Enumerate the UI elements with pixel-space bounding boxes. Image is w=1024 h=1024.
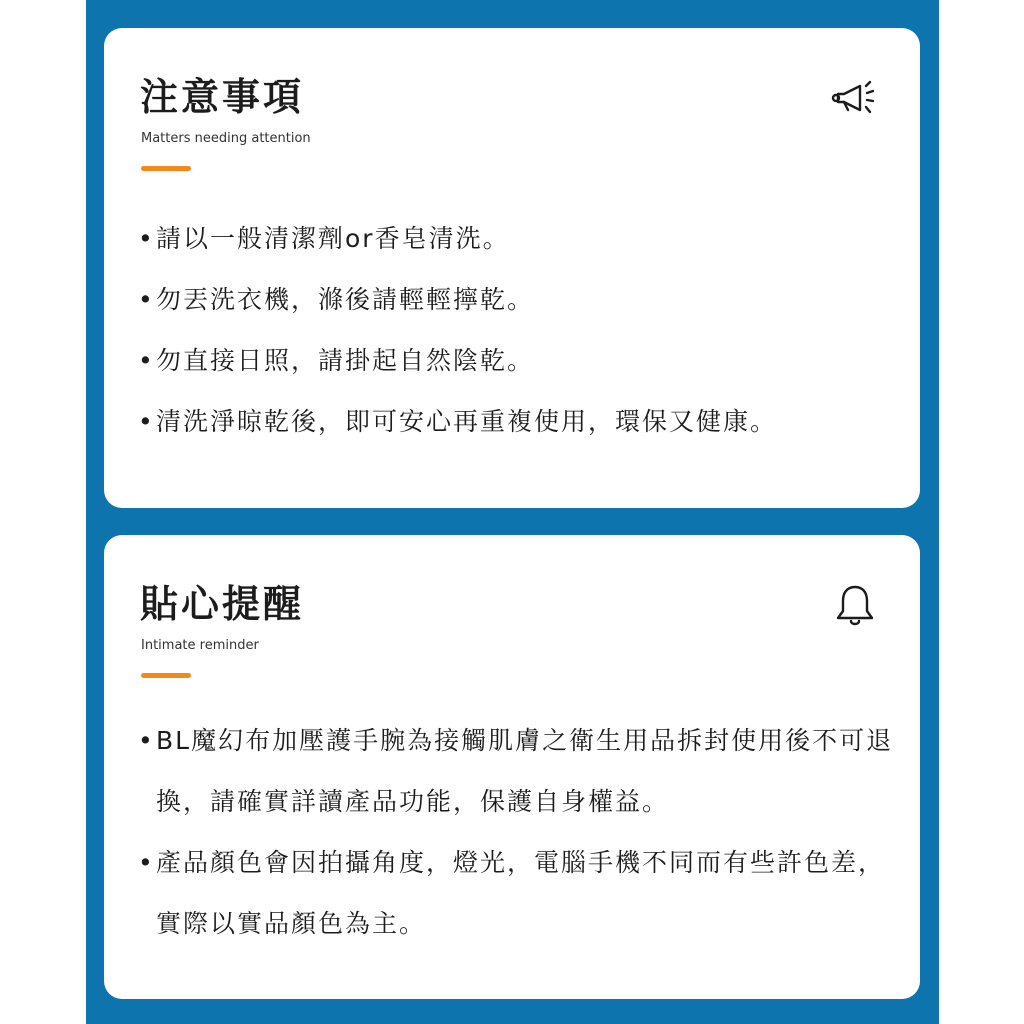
reminder-card	[104, 535, 920, 999]
notice-card	[104, 28, 920, 508]
notice-item-2: 勿丟洗衣機，滌後請輕輕擰乾。	[156, 285, 535, 314]
bullet: •	[138, 285, 155, 314]
notice-accent-bar	[141, 166, 191, 171]
list-item	[138, 269, 910, 330]
list-item	[138, 832, 910, 954]
list-item	[138, 391, 910, 452]
list-item	[138, 330, 910, 391]
reminder-item-2: 產品顏色會因拍攝角度，燈光，電腦手機不同而有些許色差，實際以實品顏色為主。	[156, 848, 886, 938]
bullet: •	[138, 848, 155, 877]
reminder-title: 貼心提醒	[140, 582, 305, 626]
reminder-list	[138, 710, 910, 954]
notice-item-1: 請以一般清潔劑or香皂清洗。	[156, 224, 510, 253]
reminder-subtitle: Intimate reminder	[141, 638, 259, 653]
list-item	[138, 710, 910, 832]
bullet: •	[138, 224, 155, 253]
notice-item-4: 清洗淨晾乾後，即可安心再重複使用，環保又健康。	[156, 407, 778, 436]
list-item	[138, 208, 910, 269]
reminder-item-1: BL魔幻布加壓護手腕為接觸肌膚之衛生用品拆封使用後不可退換，請確實詳讀產品功能，保護自身權益。	[156, 726, 894, 816]
bell-icon	[830, 581, 880, 631]
notice-list	[138, 208, 910, 452]
bullet: •	[138, 407, 155, 436]
megaphone-icon	[830, 74, 880, 124]
notice-item-3: 勿直接日照，請掛起自然陰乾。	[156, 346, 535, 375]
reminder-accent-bar	[141, 673, 191, 678]
bullet: •	[138, 726, 155, 755]
notice-title: 注意事項	[140, 75, 305, 119]
notice-subtitle: Matters needing attention	[141, 131, 311, 146]
bullet: •	[138, 346, 155, 375]
